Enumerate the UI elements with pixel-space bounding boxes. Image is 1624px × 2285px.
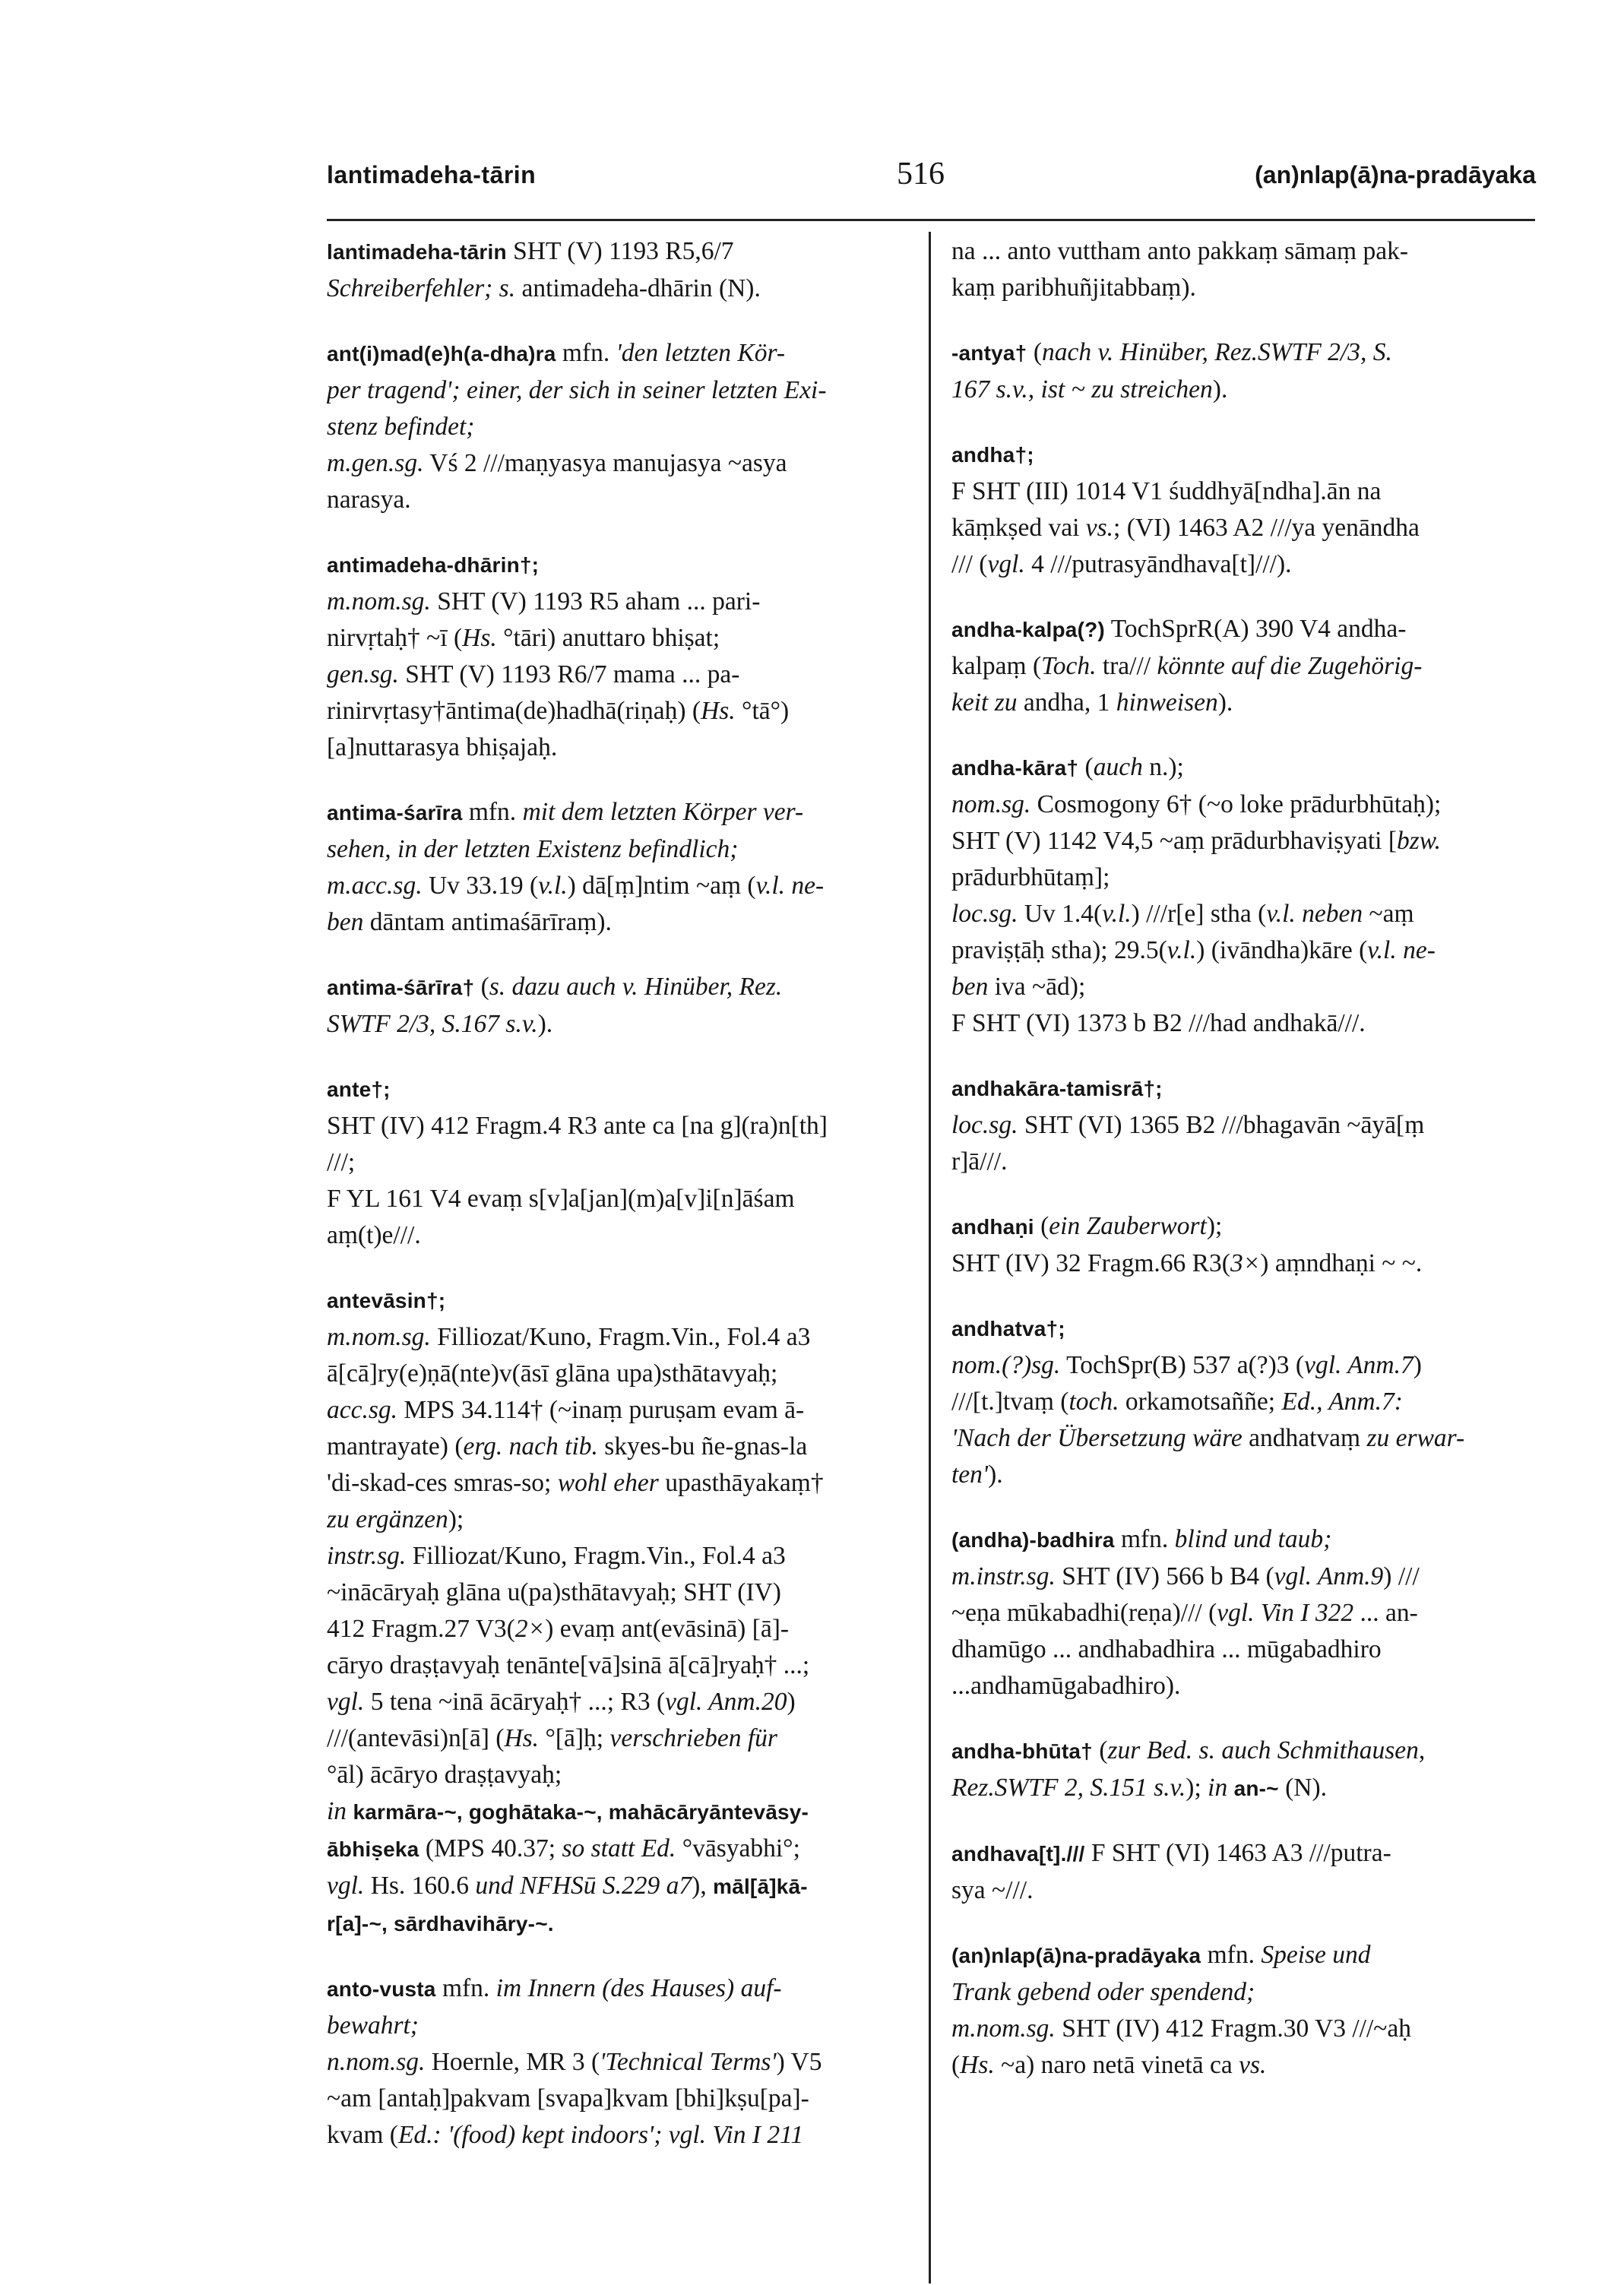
entry-line: praviṣṭāḥ stha); 29.5(v.l.) (ivāndha)kāre (v.l. ne- [951, 936, 1436, 964]
dictionary-entry-e8 [327, 1973, 912, 2150]
entry-line: ///[t.]tvaṃ (toch. orkamotsaññe; Ed., Anm.7: [951, 1388, 1403, 1416]
entry-line: aṃ(t)e///. [327, 1221, 421, 1249]
dictionary-entry-r5 [951, 752, 1535, 1039]
entry-line: loc.sg. Uv 1.4(v.l.) ///r[e] stha (v.l. neben ~aṃ [951, 900, 1414, 928]
dictionary-entry-e4 [327, 796, 912, 938]
dictionary-entry-r4 [951, 613, 1535, 718]
entry-line: ante†; [327, 1078, 391, 1101]
entry-line: ben iva ~ād); [951, 973, 1086, 1001]
entry-line: antima-śārīra† (s. dazu auch v. Hinüber, Rez. [327, 973, 783, 1001]
entry-line: ant(i)mad(e)h(a-dha)ra mfn. 'den letzten Kör- [327, 339, 785, 367]
running-head-right: (an)nlap(ā)na-pradāyaka [1255, 161, 1536, 188]
dictionary-entry-r12 [951, 1939, 1535, 2081]
entry-line: andha†; [951, 443, 1034, 467]
entry-line: in karmāra-~, goghātaka-~, mahācāryāntevāsy- [327, 1797, 809, 1825]
entry-line: lantimadeha-tārin SHT (V) 1193 R5,6/7 [327, 237, 734, 265]
entry-line: F SHT (VI) 1373 b B2 ///had andhakā///. [951, 1009, 1366, 1037]
entry-line: instr.sg. Filliozat/Kuno, Fragm.Vin., Fol.4 a3 [327, 1542, 786, 1570]
entry-line: F YL 161 V4 evaṃ s[v]a[jan](m)a[v]i[n]āśam [327, 1185, 795, 1213]
entry-line: sya ~///. [951, 1876, 1034, 1904]
entry-line: ā[cā]ry(e)ṇā(nte)v(āsī glāna upa)sthātavyaḥ; [327, 1359, 778, 1388]
entry-line: andha-bhūta† (zur Bed. s. auch Schmithausen, [951, 1736, 1426, 1764]
dictionary-entry-r9 [951, 1524, 1535, 1701]
entry-line: nom.(?)sg. TochSpr(B) 537 a(?)3 (vgl. Anm.7) [951, 1351, 1422, 1379]
entry-line: (Hs. ~a) naro netā vinetā ca vs. [951, 2051, 1267, 2079]
dictionary-entry-e7 [327, 1284, 912, 1939]
entry-line: /// (vgl. 4 ///putrasyāndhava[t]///). [951, 550, 1292, 578]
entry-line: ~inācāryaḥ glāna u(pa)sthātavyaḥ; SHT (IV) [327, 1578, 781, 1606]
entry-line: bewahrt; [327, 2011, 419, 2040]
dictionary-entry-e3 [327, 549, 912, 763]
entry-line: r]ā///. [951, 1147, 1008, 1176]
dictionary-entry-e1 [327, 236, 912, 304]
entry-line: 167 s.v., ist ~ zu streichen). [951, 375, 1228, 404]
right-column [951, 236, 1535, 2114]
dictionary-entry-r3 [951, 438, 1535, 580]
entry-line: m.acc.sg. Uv 33.19 (v.l.) dā[ṃ]ntim ~aṃ (v.l. ne- [327, 872, 825, 900]
entry-line: loc.sg. SHT (VI) 1365 B2 ///bhagavān ~āyā[ṃ [951, 1111, 1425, 1139]
entry-line: Schreiberfehler; s. antimadeha-dhārin (N). [327, 274, 761, 302]
entry-line: kalpaṃ (Toch. tra/// könnte auf die Zugehörig- [951, 652, 1423, 680]
entry-line: n.nom.sg. Hoernle, MR 3 ('Technical Terms') V5 [327, 2048, 822, 2076]
entry-line: m.nom.sg. SHT (V) 1193 R5 aham ... pari- [327, 587, 761, 616]
entry-line: kāṃkṣed vai vs.; (VI) 1463 A2 ///ya yenāndha [951, 514, 1420, 542]
entry-line: gen.sg. SHT (V) 1193 R6/7 mama ... pa- [327, 660, 740, 688]
entry-line: sehen, in der letzten Existenz befindlich; [327, 835, 739, 863]
dictionary-entry-r2 [951, 337, 1535, 405]
entry-line: cāryo draṣṭavyaḥ tenānte[vā]sinā ā[cā]ryaḥ† ...; [327, 1651, 810, 1679]
entry-line: ///(antevāsi)n[ā] (Hs. °[ā]ḥ; verschrieben für [327, 1724, 777, 1752]
entry-line: vgl. 5 tena ~inā ācāryaḥ† ...; R3 (vgl. Anm.20) [327, 1688, 796, 1716]
entry-line: (andha)-badhira mfn. blind und taub; [951, 1525, 1332, 1553]
entry-line: andhaṇi (ein Zauberwort); [951, 1212, 1223, 1240]
entry-line: ~am [antaḥ]pakvam [svapa]kvam [bhi]kṣu[pa]- [327, 2084, 809, 2113]
dictionary-entry-r6 [951, 1072, 1535, 1177]
entry-line: SWTF 2/3, S.167 s.v.). [327, 1010, 553, 1038]
dictionary-entry-e5 [327, 971, 912, 1040]
dictionary-entry-r11 [951, 1837, 1535, 1906]
entry-line: kaṃ paribhuñjitabbaṃ). [951, 274, 1196, 302]
entry-line: rinirvṛtasy†āntima(de)hadhā(riṇaḥ) (Hs. °tā°) [327, 697, 790, 725]
entry-line: 'Nach der Übersetzung wäre andhatvaṃ zu erwar- [951, 1424, 1465, 1452]
entry-line: m.instr.sg. SHT (IV) 566 b B4 (vgl. Anm.9) /// [951, 1562, 1420, 1590]
entry-line: andhava[t]./// F SHT (VI) 1463 A3 ///putra- [951, 1839, 1391, 1867]
entry-line: nirvṛtaḥ† ~ī (Hs. °tāri) anuttaro bhiṣat; [327, 624, 720, 652]
entry-line: 412 Fragm.27 V3(2×) evaṃ ant(evāsinā) [ā]- [327, 1615, 790, 1643]
running-head-left: lantimadeha-tārin [327, 161, 537, 188]
entry-line: ten'). [951, 1461, 1003, 1489]
left-column [327, 236, 912, 2184]
entry-line: m.nom.sg. SHT (IV) 412 Fragm.30 V3 ///~aḥ [951, 2014, 1411, 2043]
entry-line: ///; [327, 1148, 356, 1176]
column-divider [929, 232, 931, 2283]
dictionary-entry-r8 [951, 1312, 1535, 1490]
entry-line: ābhiṣeka (MPS 40.37; so statt Ed. °vāsyabhi°; [327, 1834, 800, 1862]
entry-line: [a]nuttarasya bhiṣajaḥ. [327, 733, 558, 761]
entry-line: SHT (V) 1142 V4,5 ~aṃ prādurbhaviṣyati [bzw. [951, 827, 1442, 855]
entry-line: antima-śarīra mfn. mit dem letzten Körper ver- [327, 798, 804, 826]
entry-line: andha-kalpa(?) TochSprR(A) 390 V4 andha- [951, 615, 1407, 643]
entry-line: (an)nlap(ā)na-pradāyaka mfn. Speise und [951, 1941, 1371, 1969]
entry-line: acc.sg. MPS 34.114† (~inaṃ puruṣam evam ā- [327, 1396, 805, 1424]
entry-line: andha-kāra† (auch n.); [951, 753, 1184, 781]
entry-line: m.gen.sg. Vś 2 ///maṇyasya manujasya ~asya [327, 449, 787, 477]
header-rule [327, 219, 1535, 221]
entry-line: Rez.SWTF 2, S.151 s.v.); in an-~ (N). [951, 1774, 1327, 1802]
entry-line: zu ergänzen); [327, 1505, 464, 1533]
entry-line: dhamūgo ... andhabadhira ... mūgabadhiro [951, 1635, 1382, 1663]
entry-line: stenz befindet; [327, 413, 475, 441]
entry-line: m.nom.sg. Filliozat/Kuno, Fragm.Vin., Fol.4 a3 [327, 1323, 811, 1351]
entry-line: Trank gebend oder spendend; [951, 1978, 1255, 2006]
entry-line: antimadeha-dhārin†; [327, 553, 540, 577]
entry-line: °āl) ācāryo draṣṭavyaḥ; [327, 1761, 562, 1789]
entry-line: per tragend'; einer, der sich in seiner letzten Exi- [327, 376, 827, 404]
dictionary-entry-r10 [951, 1735, 1535, 1804]
entry-line: r[a]-~, sārdhavihāry-~. [327, 1912, 554, 1935]
entry-line: na ... anto vuttham anto pakkaṃ sāmaṃ pak- [951, 237, 1408, 265]
entry-line: mantrayate) (erg. nach tib. skyes-bu ñe-gnas-la [327, 1432, 808, 1461]
entry-line: antevāsin†; [327, 1289, 446, 1312]
entry-line: andhatva†; [951, 1317, 1065, 1340]
dictionary-entry-r1 [951, 236, 1535, 303]
entry-line: ~eṇa mūkabadhi(reṇa)/// (vgl. Vin I 322 ... an- [951, 1599, 1418, 1627]
dictionary-entry-r7 [951, 1211, 1535, 1279]
entry-line: -antya† (nach v. Hinüber, Rez.SWTF 2/3, S. [951, 338, 1392, 366]
entry-line: ben dāntam antimaśārīraṃ). [327, 908, 612, 936]
entry-line: F SHT (III) 1014 V1 śuddhyā[ndha].ān na [951, 477, 1382, 505]
dictionary-entry-e6 [327, 1073, 912, 1251]
entry-line: 'di-skad-ces smras-so; wohl eher upasthāyakaṃ† [327, 1469, 824, 1497]
entry-line: keit zu andha, 1 hinweisen). [951, 688, 1233, 717]
entry-line: vgl. Hs. 160.6 und NFHSū S.229 a7), māl[ā]kā- [327, 1872, 808, 1900]
entry-line: prādurbhūtaṃ]; [951, 863, 1110, 891]
entry-line: narasya. [327, 486, 411, 514]
entry-line: ...andhamūgabadhiro). [951, 1672, 1181, 1700]
entry-line: andhakāra-tamisrā†; [951, 1077, 1163, 1100]
dictionary-entry-e2 [327, 337, 912, 515]
page-number: 516 [897, 157, 945, 191]
entry-line: kvam (Ed.: '(food) kept indoors'; vgl. Vin I 211 [327, 2121, 804, 2149]
entry-line: SHT (IV) 412 Fragm.4 R3 ante ca [na g](ra)n[th] [327, 1112, 828, 1140]
entry-line: nom.sg. Cosmogony 6† (~o loke prādurbhūtaḥ); [951, 790, 1442, 818]
entry-line: SHT (IV) 32 Fragm.66 R3(3×) aṃndhaṇi ~ ~. [951, 1249, 1423, 1277]
entry-line: anto-vusta mfn. im Innern (des Hauses) auf- [327, 1974, 782, 2002]
